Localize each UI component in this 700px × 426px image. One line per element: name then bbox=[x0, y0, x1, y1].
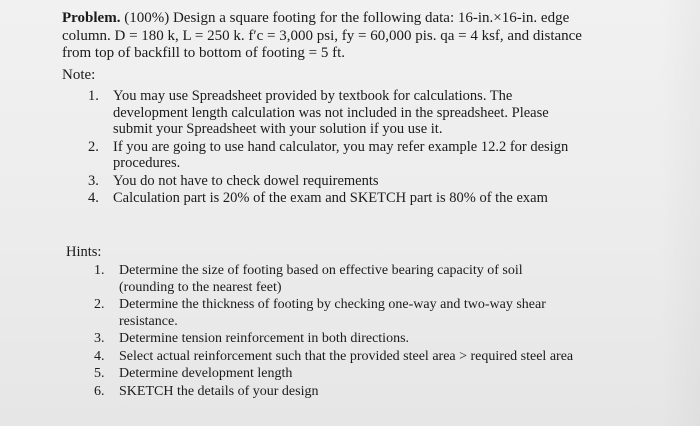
hint-number: 4. bbox=[94, 348, 105, 364]
problem-statement bbox=[62, 10, 632, 63]
hint-line: (rounding to the nearest feet) bbox=[119, 279, 282, 295]
hints-label: Hints: bbox=[66, 244, 102, 260]
hints-list bbox=[94, 263, 634, 401]
note-number: 4. bbox=[88, 190, 99, 206]
note-line: You do not have to check dowel requirements bbox=[113, 172, 379, 189]
note-line: development length calculation was not included in the spreadsheet. Please bbox=[113, 104, 549, 121]
hint-number: 2. bbox=[94, 297, 105, 312]
notes-list bbox=[88, 88, 633, 208]
hint-number: 3. bbox=[94, 331, 105, 346]
note-label: Note: bbox=[62, 67, 96, 83]
note-item-1 bbox=[88, 88, 633, 138]
hint-item-4 bbox=[94, 349, 634, 366]
note-line: Calculation part is 20% of the exam and SKETCH part is 80% of the exam bbox=[113, 190, 548, 206]
note-item-2 bbox=[88, 139, 633, 172]
problem-line-1 bbox=[62, 10, 632, 28]
hint-item-3 bbox=[94, 331, 634, 348]
hint-text bbox=[119, 349, 634, 366]
hint-line: SKETCH the details of your design bbox=[119, 383, 319, 399]
hint-text bbox=[119, 331, 634, 348]
note-text bbox=[113, 173, 633, 190]
hint-item-6 bbox=[94, 384, 634, 401]
page-edge-shadow bbox=[660, 0, 700, 426]
hint-number: 1. bbox=[94, 263, 105, 278]
hint-line: Determine tension reinforcement in both directions. bbox=[119, 331, 410, 346]
hint-line: Determine development length bbox=[119, 366, 293, 381]
problem-line-2: column. D = 180 k, L = 250 k. f′c = 3,000 psi, fy = 60,000 pis. qa = 4 ksf, and distance bbox=[62, 27, 582, 44]
hint-item-2 bbox=[94, 297, 634, 330]
note-number: 2. bbox=[88, 138, 99, 155]
hint-line: Determine the size of footing based on effective bearing capacity of soil bbox=[119, 263, 523, 278]
hint-line: Determine the thickness of footing by checking one-way and two-way shear bbox=[119, 297, 546, 312]
note-line: procedures. bbox=[113, 155, 181, 171]
hint-text bbox=[119, 384, 634, 401]
note-number: 1. bbox=[88, 88, 99, 104]
hint-number: 6. bbox=[94, 383, 105, 399]
note-text bbox=[113, 88, 633, 138]
note-text bbox=[113, 139, 633, 172]
hint-text bbox=[119, 297, 634, 330]
note-line: You may use Spreadsheet provided by textbook for calculations. The bbox=[113, 88, 513, 104]
note-line: submit your Spreadsheet with your solution if you use it. bbox=[113, 121, 443, 137]
hint-line: Select actual reinforcement such that the provided steel area > required steel area bbox=[119, 348, 574, 364]
problem-line-3: from top of backfill to bottom of footing = 5 ft. bbox=[62, 45, 346, 61]
hint-item-1 bbox=[94, 263, 634, 296]
note-number: 3. bbox=[88, 172, 99, 189]
hint-item-5 bbox=[94, 366, 634, 383]
hint-line: resistance. bbox=[119, 313, 178, 329]
note-item-3 bbox=[88, 173, 633, 190]
hint-text bbox=[119, 366, 634, 383]
note-line: If you are going to use hand calculator, you may refer example 12.2 for design bbox=[113, 138, 569, 155]
problem-line-1-text: (100%) Design a square footing for the following data: 16-in.×16-in. edge bbox=[120, 10, 570, 26]
note-item-4 bbox=[88, 190, 633, 207]
hint-number: 5. bbox=[94, 366, 105, 381]
note-text bbox=[113, 190, 633, 207]
problem-label: Problem. bbox=[62, 10, 121, 26]
hint-text bbox=[119, 263, 634, 296]
